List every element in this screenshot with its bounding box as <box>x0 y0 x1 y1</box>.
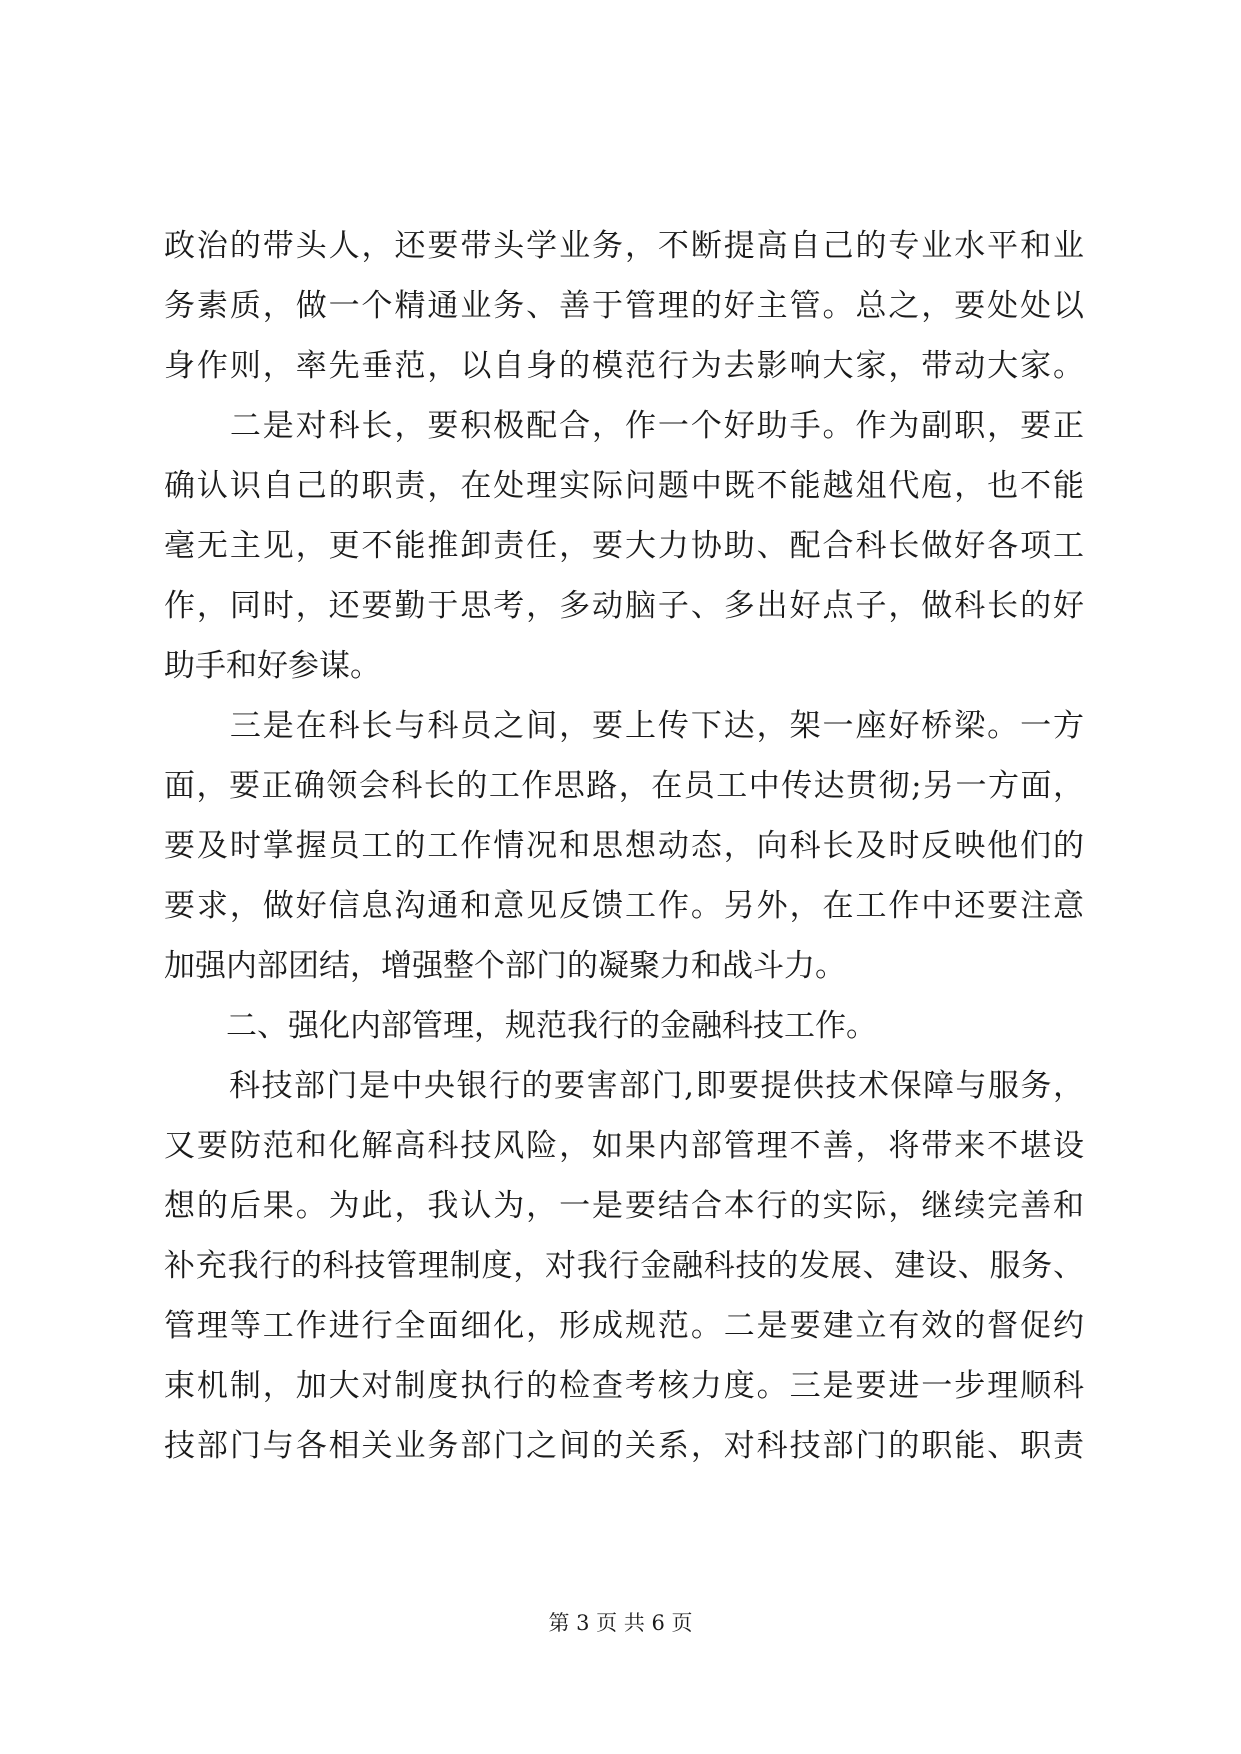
text-line: 束机制，加大对制度执行的检查考核力度。三是要进一步理顺科 <box>164 1368 1084 1404</box>
text-line: 务素质，做一个精通业务、善于管理的好主管。总之，要处处以 <box>164 288 1084 324</box>
text-line: 补充我行的科技管理制度，对我行金融科技的发展、建设、服务、 <box>164 1248 1084 1284</box>
text-line: 又要防范和化解高科技风险，如果内部管理不善，将带来不堪设 <box>164 1128 1084 1164</box>
text-line: 面，要正确领会科长的工作思路，在员工中传达贯彻;另一方面， <box>164 768 1084 804</box>
text-line: 技部门与各相关业务部门之间的关系，对科技部门的职能、职责 <box>164 1428 1084 1464</box>
text-line: 科技部门是中央银行的要害部门,即要提供技术保障与服务， <box>164 1068 1084 1104</box>
text-line: 要及时掌握员工的工作情况和思想动态，向科长及时反映他们的 <box>164 828 1084 864</box>
section-heading: 二、强化内部管理，规范我行的金融科技工作。 <box>164 1008 877 1044</box>
page-number-footer: 第 3 页 共 6 页 <box>548 1611 693 1635</box>
text-line: 确认识自己的职责，在处理实际问题中既不能越俎代庖，也不能 <box>164 468 1084 504</box>
text-line: 助手和好参谋。 <box>164 648 381 684</box>
text-line: 毫无主见，更不能推卸责任，要大力协助、配合科长做好各项工 <box>164 528 1084 564</box>
text-line: 二是对科长，要积极配合，作一个好助手。作为副职，要正 <box>164 408 1084 444</box>
text-line: 三是在科长与科员之间，要上传下达，架一座好桥梁。一方 <box>164 708 1084 744</box>
text-line: 政治的带头人，还要带头学业务，不断提高自己的专业水平和业 <box>164 228 1084 264</box>
text-line: 作，同时，还要勤于思考，多动脑子、多出好点子，做科长的好 <box>164 588 1084 624</box>
text-line: 要求，做好信息沟通和意见反馈工作。另外，在工作中还要注意 <box>164 888 1084 924</box>
text-line: 加强内部团结，增强整个部门的凝聚力和战斗力。 <box>164 948 846 984</box>
text-line: 想的后果。为此，我认为，一是要结合本行的实际，继续完善和 <box>164 1188 1084 1224</box>
text-line: 身作则，率先垂范，以自身的模范行为去影响大家，带动大家。 <box>164 348 1084 384</box>
text-line: 管理等工作进行全面细化，形成规范。二是要建立有效的督促约 <box>164 1308 1084 1344</box>
